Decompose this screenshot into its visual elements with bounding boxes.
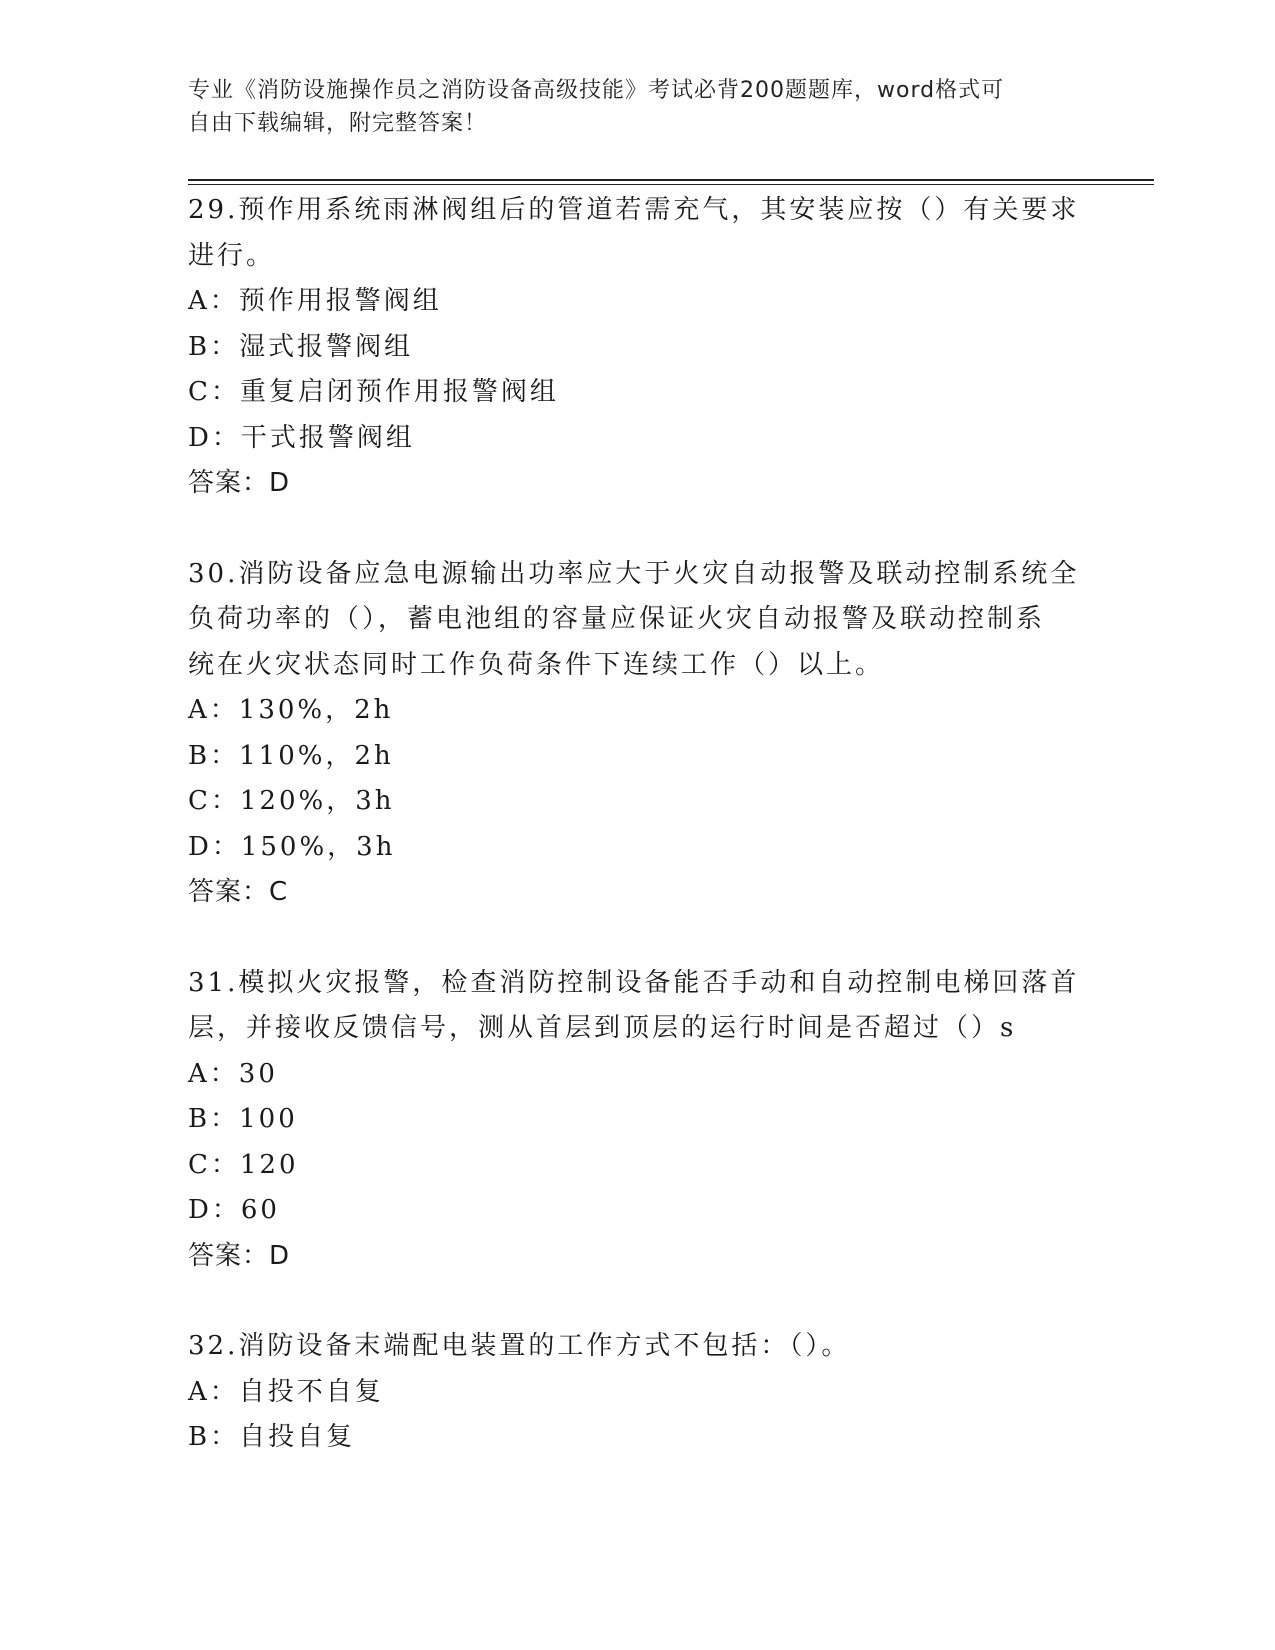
question-text-line: 进行。 bbox=[188, 240, 276, 271]
header-rule-thick bbox=[188, 179, 1154, 181]
answer: 答案：D bbox=[188, 1240, 291, 1271]
option-d: D：干式报警阀组 bbox=[188, 422, 415, 453]
answer: 答案：D bbox=[188, 468, 291, 498]
question-text-line: 层，并接收反馈信号，测从首层到顶层的运行时间是否超过（）s bbox=[188, 1013, 1017, 1043]
answer: 答案：C bbox=[188, 877, 289, 907]
option-b: B：110%，2h bbox=[188, 740, 394, 771]
header-rule-thin bbox=[188, 184, 1154, 185]
option-b: B：100 bbox=[188, 1104, 298, 1134]
question-text-line: 29.预作用系统雨淋阀组后的管道若需充气，其安装应按（）有关要求 bbox=[188, 195, 1080, 225]
question-text-line: 30.消防设备应急电源输出功率应大于火灾自动报警及联动控制系统全 bbox=[188, 558, 1080, 589]
option-c: C：重复启闭预作用报警阀组 bbox=[188, 377, 559, 407]
question-text-line: 统在火灾状态同时工作负荷条件下连续工作（）以上。 bbox=[188, 649, 885, 680]
question-text-line: 31.模拟火灾报警，检查消防控制设备能否手动和自动控制电梯回落首 bbox=[188, 967, 1080, 998]
option-a: A：30 bbox=[188, 1058, 278, 1089]
question-text-line: 负荷功率的（），蓄电池组的容量应保证火灾自动报警及联动控制系 bbox=[188, 604, 1046, 634]
option-c: C：120%，3h bbox=[188, 786, 395, 816]
question-30 bbox=[188, 552, 1088, 916]
option-d: D：60 bbox=[188, 1195, 280, 1225]
question-29 bbox=[188, 188, 1088, 507]
question-31 bbox=[188, 961, 1088, 1280]
option-b: B：湿式报警阀组 bbox=[188, 331, 414, 362]
header-line-1: 专业《消防设施操作员之消防设备高级技能》考试必背200题题库，word格式可 bbox=[188, 78, 1005, 103]
option-a: A：自投不自复 bbox=[188, 1376, 384, 1407]
question-text-line: 32.消防设备末端配电装置的工作方式不包括：（）。 bbox=[188, 1331, 851, 1361]
question-32 bbox=[188, 1324, 1088, 1461]
option-a: A：预作用报警阀组 bbox=[188, 286, 442, 316]
header-line-2: 自由下载编辑，附完整答案！ bbox=[188, 111, 488, 136]
option-c: C：120 bbox=[188, 1149, 299, 1180]
option-b: B：自投自复 bbox=[188, 1422, 356, 1452]
question-list bbox=[188, 188, 1088, 1461]
page-header bbox=[188, 74, 1088, 140]
option-a: A：130%，2h bbox=[188, 695, 394, 725]
option-d: D：150%，3h bbox=[188, 831, 396, 862]
